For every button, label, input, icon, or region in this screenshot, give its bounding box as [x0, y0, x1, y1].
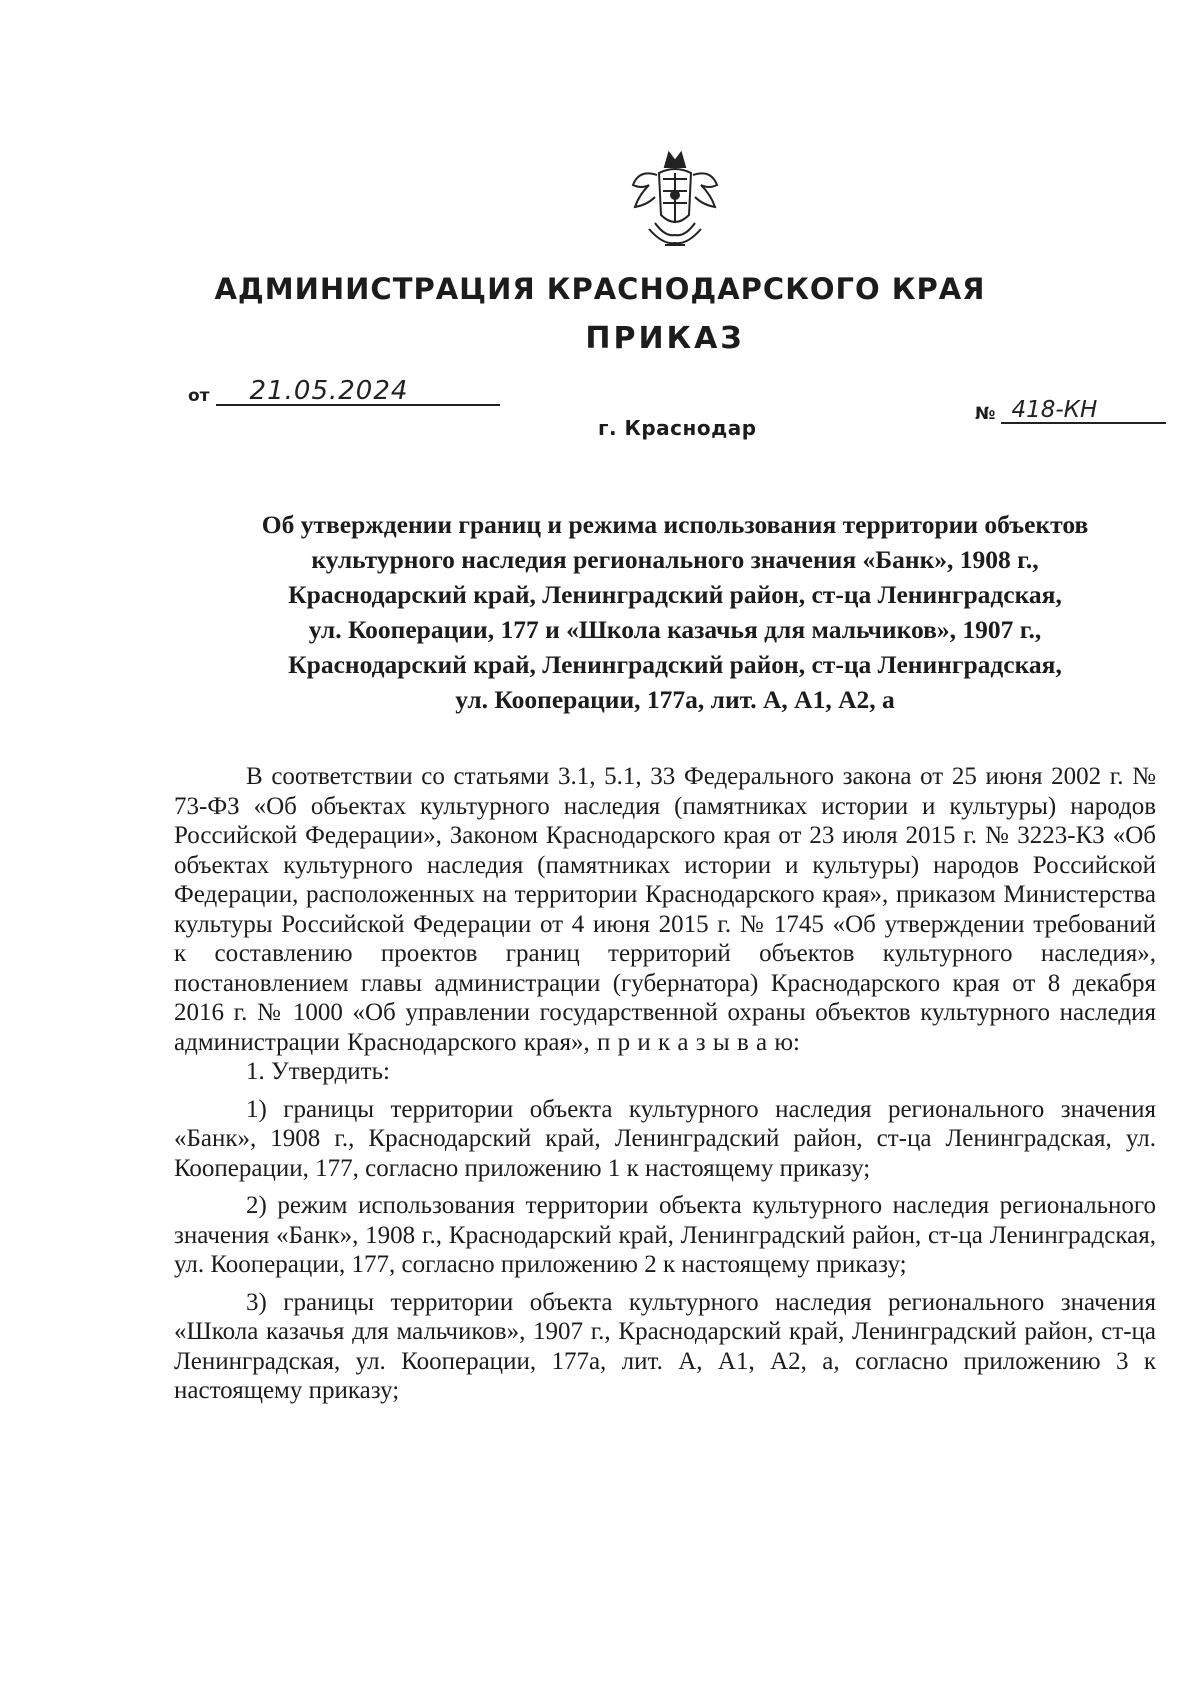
date-value: 21.05.2024	[216, 378, 500, 406]
title-line: культурного наследия регионального значения «Банк», 1908 г.,	[311, 545, 1039, 574]
preamble-paragraph: В соответствии со статьями 3.1, 5.1, 33 Федерального закона от 25 июня 2002 г. № 73-ФЗ «Об объектах культурного наследия (памятниках истории и культуры) народов Российской Федерации», Законом Краснодарского края от 23 июля 2015 г. № 3223-КЗ «Об объектах культурного наследия (памятниках истории и культуры) народов Российской Федерации, расположенных на территории Краснодарского края», приказом Министерства культуры Российской Федерации от 4 июня 2015 г. № 1745 «Об утверждении требований к составлению проектов границ территорий объектов культурного наследия», постановлением главы администрации (губернатора) Краснодарского края от 8 декабря 2016 г. № 1000 «Об управлении государственной охраны объектов культурного наследия администрации Краснодарского края», п р и к а з ы в а ю:	[174, 763, 1156, 1056]
organization-name: АДМИНИСТРАЦИЯ КРАСНОДАРСКОГО КРАЯ	[214, 272, 986, 306]
date-prefix: от	[188, 386, 210, 406]
subitem-2: 2) режим использования территории объекта культурного наследия регионального значения «Банк», 1908 г., Краснодарский край, Ленинградский район, ст-ца Ленинградская, ул. Кооперации, 177, согласно приложению 2 к настоящему приказу;	[174, 1192, 1156, 1278]
document-type: ПРИКАЗ	[585, 321, 745, 356]
number-value: 418-КН	[1001, 398, 1166, 424]
subitem-1: 1) границы территории объекта культурного наследия регионального значения «Банк», 1908 г., Краснодарский край, Ленинградский район, ст-ца Ленинградская, ул. Кооперации, 177, согласно приложению 1 к настоящему приказу;	[174, 1095, 1156, 1182]
title-line: Об утверждении границ и режима использования территории объектов	[261, 510, 1089, 539]
city: г. Краснодар	[598, 416, 757, 440]
number-prefix: №	[975, 404, 996, 424]
title-line: ул. Кооперации, 177а, лит. А, А1, А2, а	[455, 685, 895, 714]
title-line: Краснодарский край, Ленинградский район, ст-ца Ленинградская,	[288, 580, 1062, 609]
coat-of-arms-icon	[625, 145, 725, 255]
document-body	[174, 762, 1156, 1406]
subitem-3: 3) границы территории объекта культурного наследия регионального значения «Школа казачья для мальчиков», 1907 г., Краснодарский край, Ленинградский район, ст-ца Ленинградская, ул. Кооперации, 177а, лит. А, А1, А2, а, согласно приложению 3 к настоящему приказу;	[174, 1288, 1156, 1404]
document-title	[195, 507, 1155, 717]
title-line: ул. Кооперации, 177 и «Школа казачья для мальчиков», 1907 г.,	[308, 615, 1042, 644]
title-line: Краснодарский край, Ленинградский район, ст-ца Ленинградская,	[288, 650, 1062, 679]
date-field	[188, 378, 500, 406]
number-field	[975, 398, 1166, 424]
item-1: 1. Утвердить:	[246, 1058, 390, 1085]
